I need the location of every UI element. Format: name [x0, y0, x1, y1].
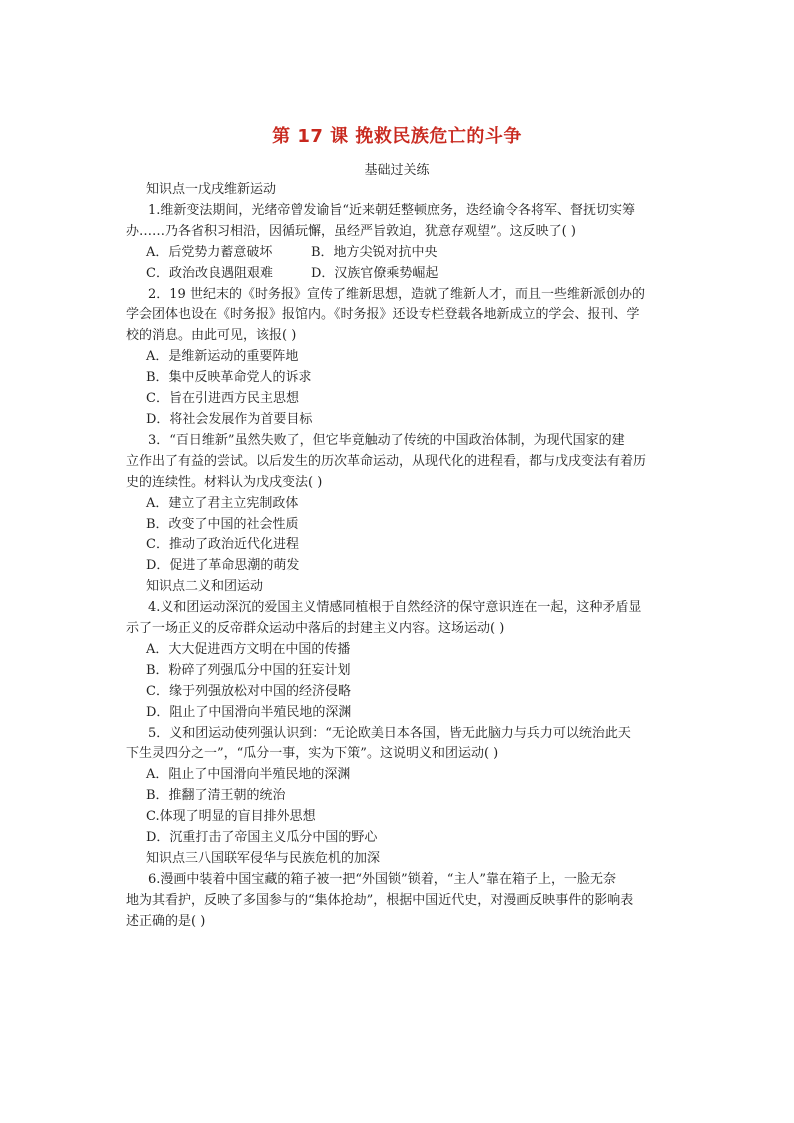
knowledge-point-heading: 知识点一戊戌维新运动	[146, 182, 277, 197]
question-3-line: 3．“百日维新”虽然失败了，但它毕竟触动了传统的中国政治体制，为现代国家的建	[148, 432, 625, 448]
section-subtitle: 基础过关练	[364, 163, 430, 178]
question-2-line: 校的消息。由此可见，该报( )	[126, 328, 297, 344]
question-1-options-row	[126, 264, 682, 285]
question-2-line: 2．19 世纪末的《时务报》宣传了维新思想，造就了维新人才，而且一些维新派创办的	[148, 286, 645, 302]
question-3-line: 史的连续性。材料认为戊戌变法( )	[126, 474, 323, 490]
option-c: C.体现了明显的盲目排外思想	[146, 809, 316, 825]
question-6-line: 地为其看护，反映了多国参与的“集体抢劫”，根据中国近代史，对漫画反映事件的影响表	[126, 892, 634, 908]
question-1-options-row	[126, 243, 682, 264]
lesson-title: 第 17 课 挽救民族危亡的斗争	[272, 126, 522, 147]
option-a: A．后党势力蓄意破坏	[146, 244, 273, 260]
option-d: D．促进了革命思潮的萌发	[146, 558, 300, 574]
question-1-line: 办……乃各省积习相沿，因循玩懈，虽经严旨敦迫，犹意存观望”。这反映了( )	[126, 223, 576, 239]
option-d: D．汉族官僚乘势崛起	[311, 265, 439, 281]
question-6-line: 述正确的是( )	[126, 913, 206, 929]
option-b: B．地方尖锐对抗中央	[311, 244, 438, 260]
document-body	[126, 180, 682, 933]
option-c: C．推动了政治近代化进程	[146, 537, 299, 553]
question-5-line: 5．义和团运动使列强认识到：“无论欧美日本各国，皆无此脑力与兵力可以统治此天	[148, 725, 631, 741]
option-b: B．集中反映革命党人的诉求	[146, 370, 312, 386]
option-b: B．粉碎了列强瓜分中国的狂妄计划	[146, 662, 351, 678]
knowledge-point-heading: 知识点二义和团运动	[146, 579, 264, 595]
question-1-line: 1.维新变法期间，光绪帝曾发谕旨“近来朝廷整顿庶务，迭经谕令各将军、督抚切实筹	[148, 202, 636, 218]
option-b: B．推翻了清王朝的统治	[146, 788, 286, 804]
question-6-line: 6.漫画中装着中国宝藏的箱子被一把“外国锁”锁着，“主人”靠在箱子上，一脸无奈	[148, 871, 616, 887]
option-d: D．将社会发展作为首要目标	[146, 411, 313, 427]
question-3-line: 立作出了有益的尝试。以后发生的历次革命运动，从现代化的进程看，都与戊戌变法有着历	[126, 453, 647, 469]
question-5-line: 下生灵四分之一”，“瓜分一事，实为下策”。这说明义和团运动( )	[126, 746, 499, 762]
option-a: A．是维新运动的重要阵地	[146, 349, 299, 365]
option-c: C．政治改良遇阻艰难	[146, 265, 273, 281]
question-4-line: 示了一场正义的反帝群众运动中落后的封建主义内容。这场运动( )	[126, 621, 505, 637]
option-c: C．缘于列强放松对中国的经济侵略	[146, 683, 351, 699]
option-b: B．改变了中国的社会性质	[146, 516, 299, 532]
option-d: D．沉重打击了帝国主义瓜分中国的野心	[146, 830, 378, 846]
option-a: A．阻止了中国滑向半殖民地的深渊	[146, 767, 351, 783]
question-2-line: 学会团体也设在《时务报》报馆内。《时务报》还设专栏登载各地新成立的学会、报刊、学	[126, 307, 640, 323]
knowledge-point-heading: 知识点三八国联军侵华与民族危机的加深	[146, 851, 381, 866]
option-a: A．建立了君主立宪制政体	[146, 495, 299, 511]
option-d: D．阻止了中国滑向半殖民地的深渊	[146, 704, 352, 720]
question-4-line: 4.义和团运动深沉的爱国主义情感同植根于自然经济的保守意识连在一起，这种矛盾显	[148, 600, 642, 616]
option-c: C．旨在引进西方民主思想	[146, 391, 299, 407]
option-a: A．大大促进西方文明在中国的传播	[146, 641, 351, 657]
